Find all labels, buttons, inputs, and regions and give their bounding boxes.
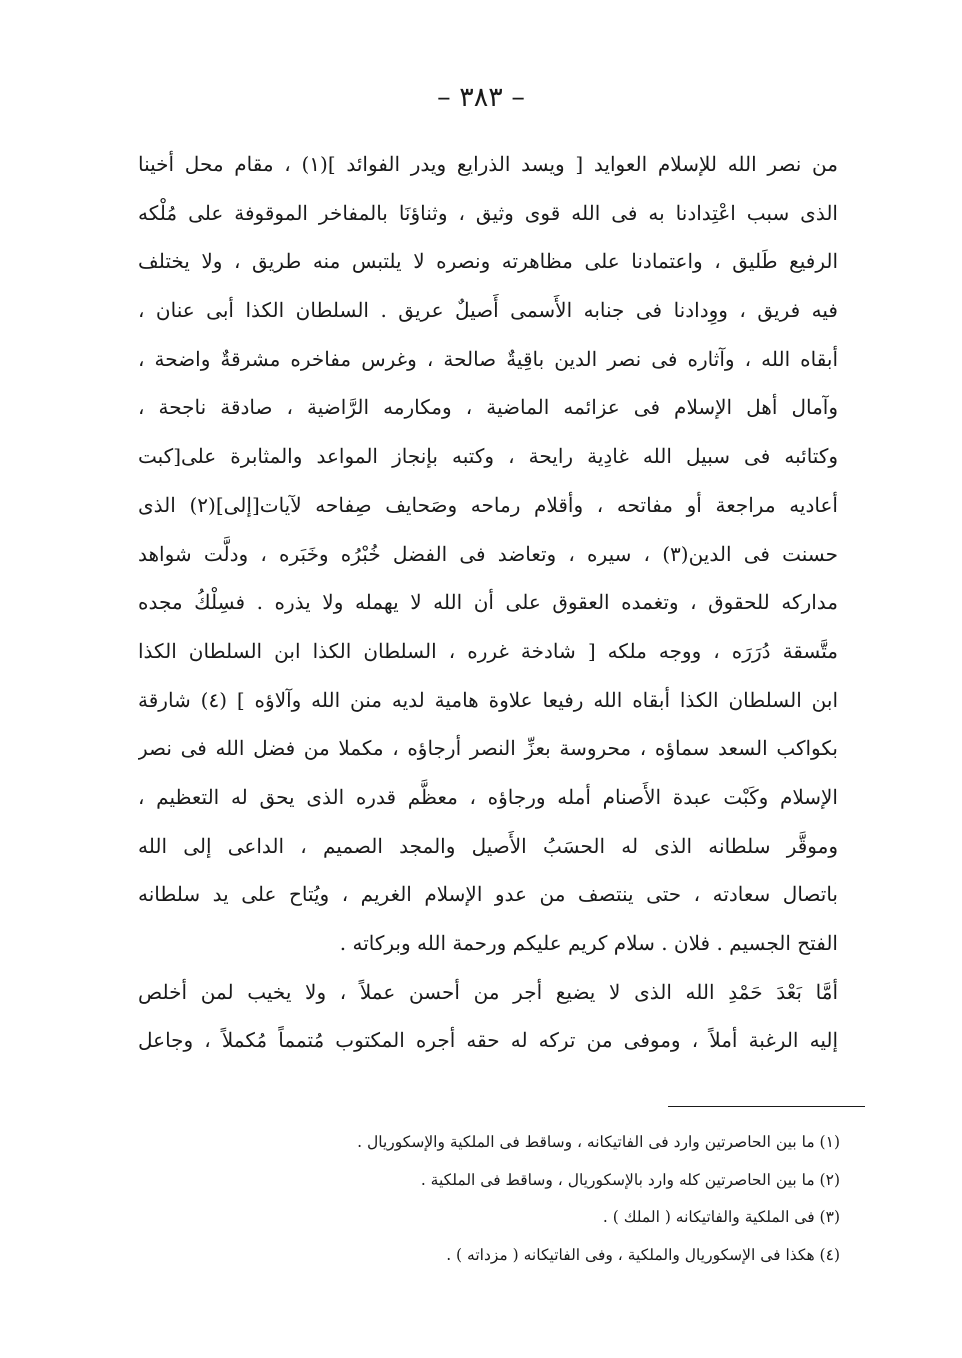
footnote-4: (٤) هكذا فى الإسكوريال والملكية ، وفى الفاتيكانه ( مزداته ) . — [446, 1245, 840, 1264]
text-line: حسنت فى الدين(٣) ، سيره ، وتعاضد فى الفضل خُبْرُه وخَبَره ، ودلَّت شواهد — [138, 541, 838, 566]
text-line: باتصال سعادته ، حتى ينتصف من عدو الإسلام الغريم ، ويُتاح على يد سلطانه — [138, 882, 838, 907]
text-line: وآمال أهل الإسلام فى عزائمه الماضية ، ومكارمه الرَّاضية ، صادقة ناجحة ، — [138, 395, 838, 420]
text-line: وكتائبه فى سبيل الله غادِية رايحة ، وكتبه بإنجاز المواعد والمثابرة على[كبت — [138, 444, 838, 469]
text-line: فيه فريق ، ووِدادنا فى جنابه الأَسمى أَصيلٌ عريق . السلطان الكذا أبى عنان ، — [138, 298, 838, 323]
text-line: الفتح الجسيم . فلان . سلام كريم عليكم ورحمة الله وبركاته . — [339, 931, 838, 955]
footnote-3: (٣) فى الملكية والفاتيكانه ( الملك ) . — [602, 1208, 840, 1226]
footnote-divider — [668, 1106, 865, 1107]
text-line: من نصر الله للإسلام العوايد [ ويسد الذرايع ويدر الفوائد ](١) ، مقام محل أخينا — [138, 152, 838, 176]
text-line: متَّسقة دُرَرَه ، ووجه ملكه [ شادخة غرره ، السلطان الكذا ابن السلطان الكذا — [138, 638, 838, 663]
text-line: وموقَّر سلطانه الذى له الحسَبُ الأَصيل والمجد الصميم ، الداعى إلى الله — [138, 833, 838, 858]
text-line: أعاديه مراجعة أو مفاتحه ، وأقلام رماحه وصَحايف صِفاحه لآيات[إلى](٢) الذى — [138, 492, 838, 517]
text-line: مداركه للحقوق ، وتغمده العقوق على أن الله لا يهمله ولا يذره . فسِلْكُ مجده — [138, 590, 838, 615]
text-line: الإسلام وكَبْت عبدة الأَصنام أمله ورجاؤه ، معظَّم قدره الذى يحق له التعظيم ، — [138, 784, 838, 809]
text-line: الرفيع طَليق ، واعتمادنا على مظاهرته ونصره لا يلتبس منه طريق ، ولا يختلف — [138, 249, 838, 274]
text-line: ابن السلطان الكذا أبقاه الله رفيعا علاوة هامية لديه منن الله وآلاؤه ] (٤) شارقة — [138, 687, 838, 712]
text-line: إليه الرغبة أملاً ، وموفى من تركه له حقه أجره المكتوب مُتمماً مُكملاً ، وجاعل — [138, 1028, 838, 1053]
footnotes — [180, 1124, 840, 1274]
text-line: أمَّا بَعْدَ حَمْدِ الله الذى لا يضيع أجر من أحسن عملاً ، ولا يخيب لمن أخلص — [138, 979, 838, 1004]
footnote-2: (٢) ما بين الحاصرتين كله وارد بالإسكوريال ، وساقط فى الملكية . — [420, 1170, 840, 1189]
text-line: أبقاه الله ، وآثاره فى نصر الدين باقِيةٌ صالحة ، وغرس مفاخره مشرقةٌ واضحة ، — [138, 346, 838, 371]
footnote-1: (١) ما بين الحاصرتين وارد فى الفاتيكانه ، وساقط فى الملكية والإسكوريال . — [357, 1133, 840, 1151]
text-line: الذى سبب اعْتِدادنا به فى الله قوى وثيق ، وثناؤنَا بالمفاخر الموقوفة على مُلْكه — [138, 200, 838, 225]
text-line: بكواكب السعد سماؤه ، محروسة بعزِّ النصر أرجاؤه ، مكملا من فضل الله فى نصر — [138, 736, 838, 761]
main-text — [138, 140, 838, 1065]
page-number: – ٣٨٣ – — [437, 82, 525, 113]
